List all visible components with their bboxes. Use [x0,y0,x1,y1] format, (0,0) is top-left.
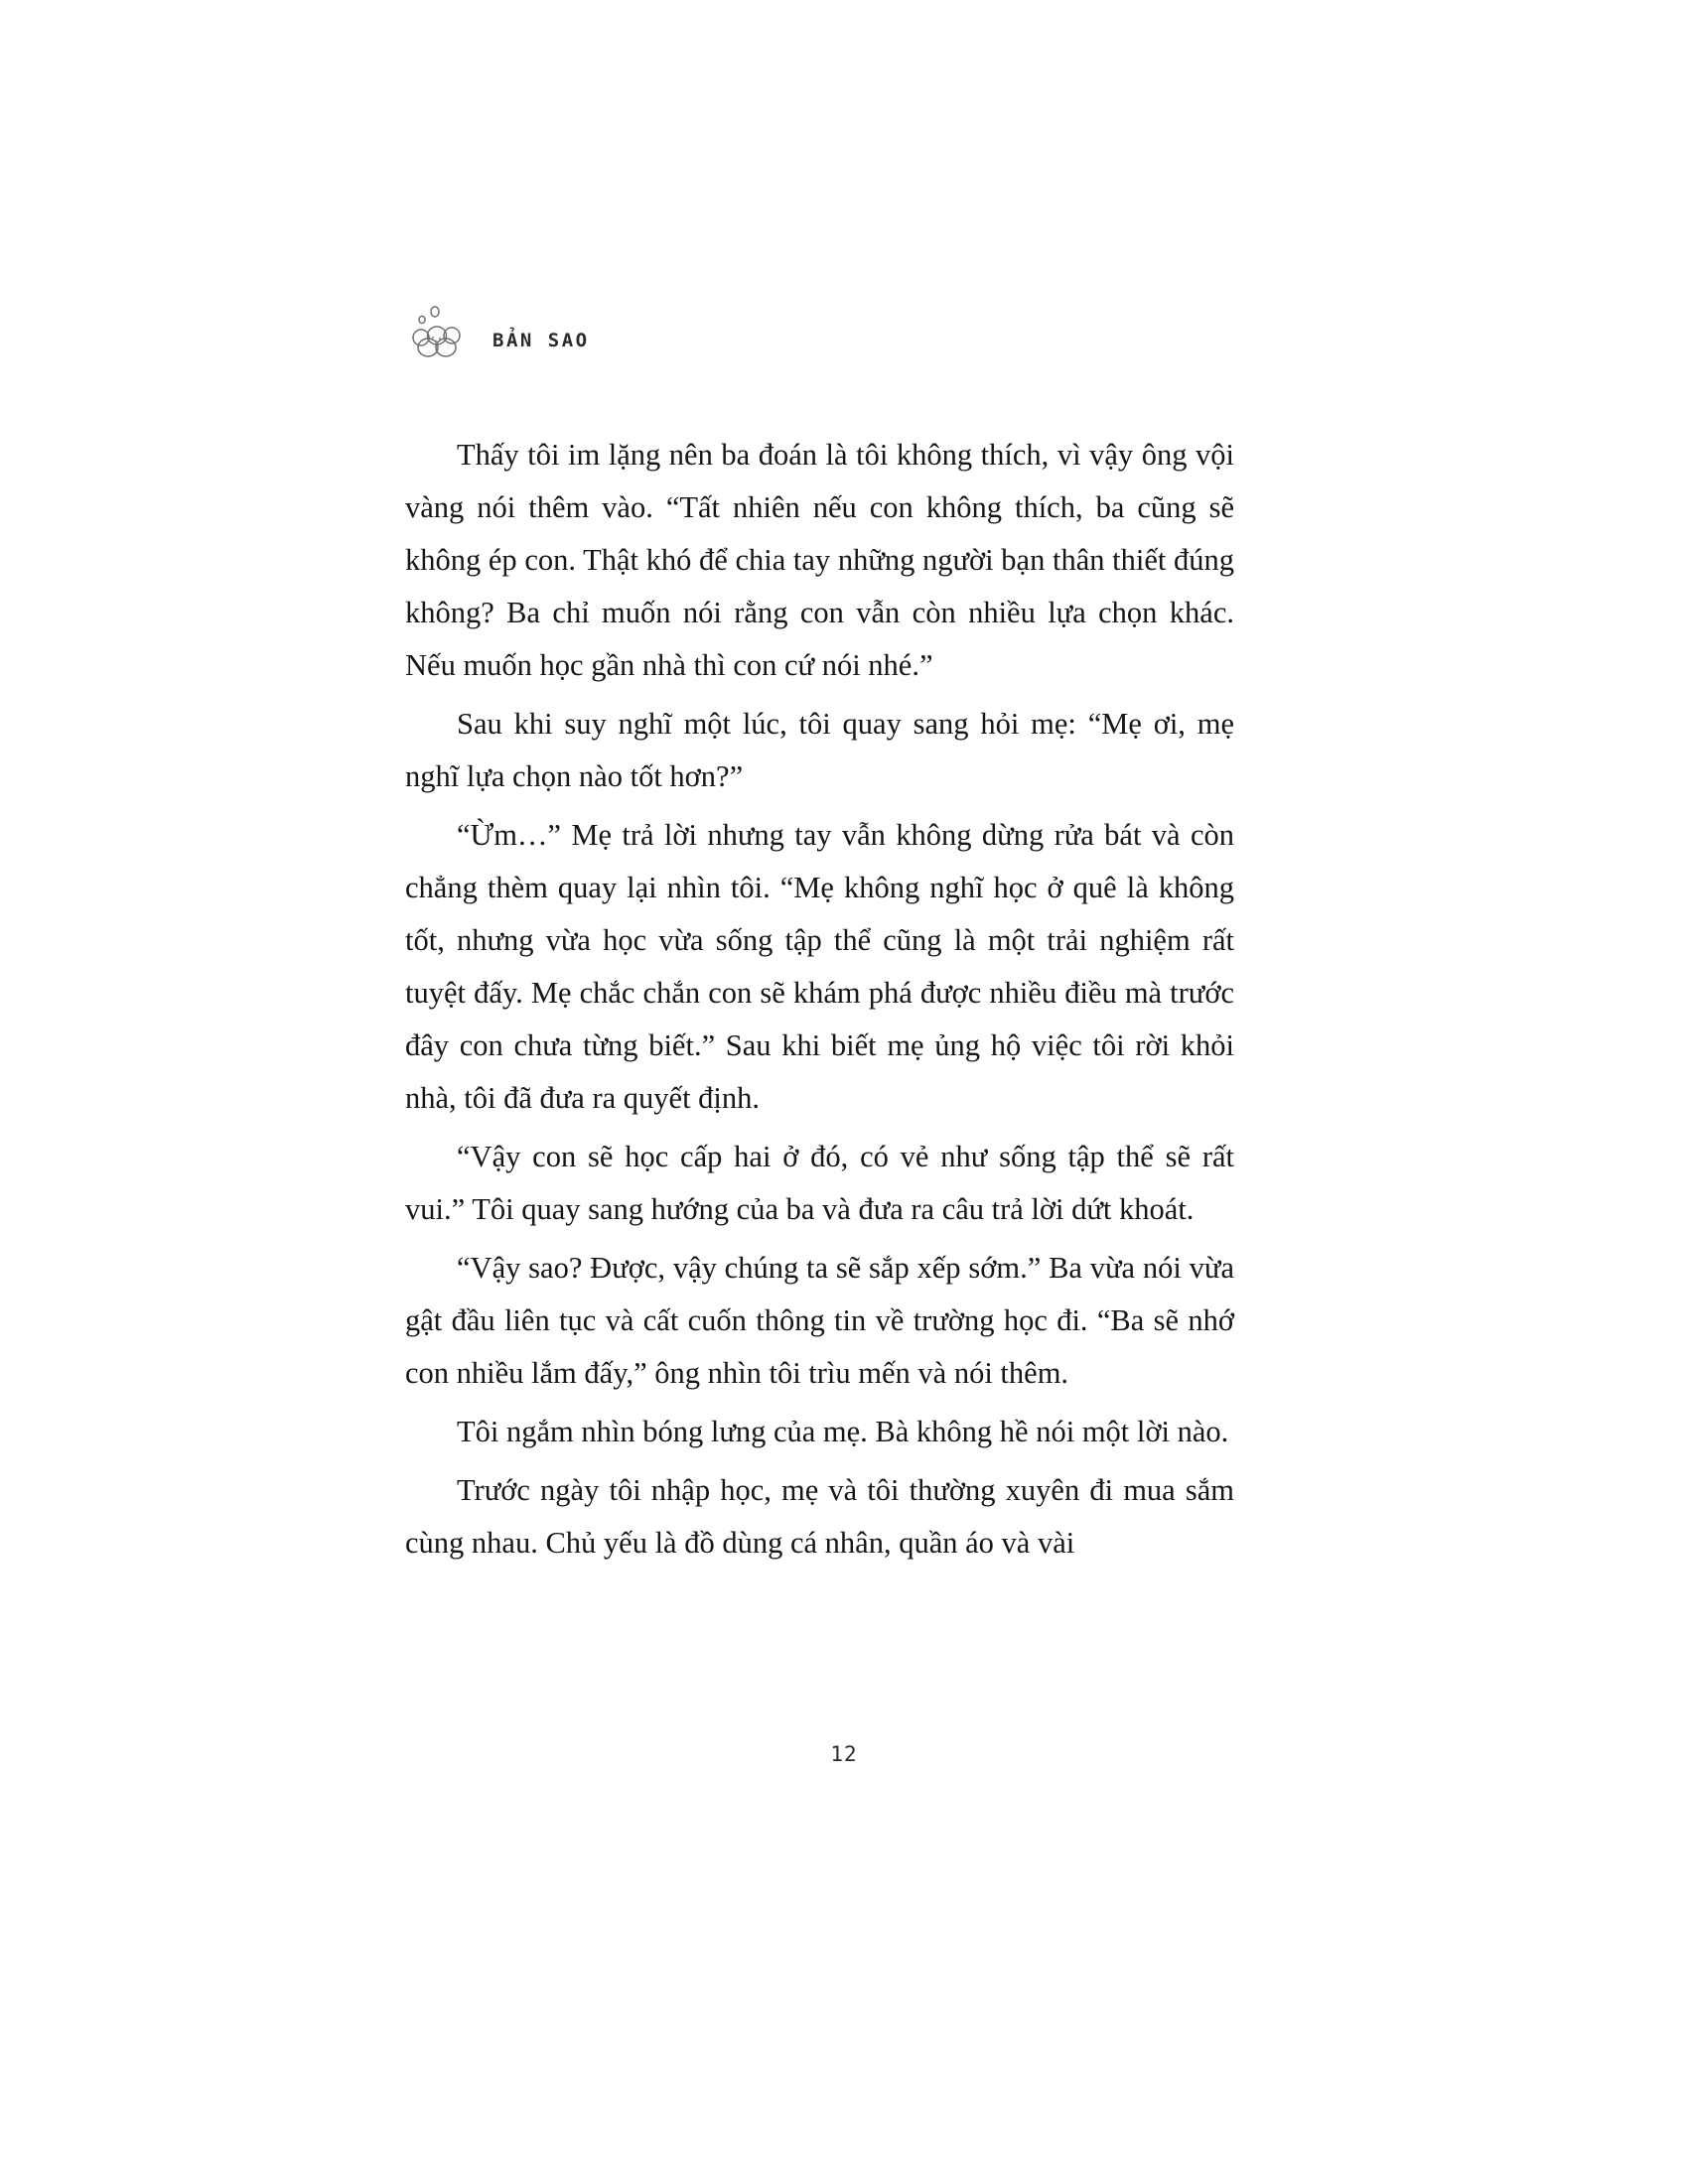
running-head-label: BẢN SAO [492,330,590,351]
cherry-blossom-icon [405,298,475,367]
paragraph: Sau khi suy nghĩ một lúc, tôi quay sang hỏi mẹ: “Mẹ ơi, mẹ nghĩ lựa chọn nào tốt hơn?” [405,707,1234,793]
paragraph: Thấy tôi im lặng nên ba đoán là tôi không thích, vì vậy ông vội vàng nói thêm vào. “Tất nhiên nếu con không thích, ba cũng sẽ không ép con. Thật khó để chia tay những người bạn thân thiết đúng không? Ba chỉ muốn nói rằng con vẫn còn nhiều lựa chọn khác. Nếu muốn học gần nhà thì con cứ nói nhé.” [405,438,1234,682]
page-number: 12 [830,1742,858,1766]
paragraph: “Ừm…” Mẹ trả lời nhưng tay vẫn không dừng rửa bát và còn chẳng thèm quay lại nhìn tôi. “Mẹ không nghĩ học ở quê là không tốt, nhưng vừa học vừa sống tập thể cũng là một trải nghiệm rất tuyệt đấy. Mẹ chắc chắn con sẽ khám phá được nhiều điều mà trước đây con chưa từng biết.” Sau khi biết mẹ ủng hộ việc tôi rời khỏi nhà, tôi đã đưa ra quyết định. [405,818,1234,1115]
paragraph: “Vậy con sẽ học cấp hai ở đó, có vẻ như sống tập thể sẽ rất vui.” Tôi quay sang hướng của ba và đưa ra câu trả lời dứt khoát. [405,1140,1234,1226]
body-text [405,429,1234,1570]
paragraph: “Vậy sao? Được, vậy chúng ta sẽ sắp xếp sớm.” Ba vừa nói vừa gật đầu liên tục và cất cuốn thông tin về trường học đi. “Ba sẽ nhớ con nhiều lắm đấy,” ông nhìn tôi trìu mến và nói thêm. [405,1251,1234,1390]
paragraph: Trước ngày tôi nhập học, mẹ và tôi thường xuyên đi mua sắm cùng nhau. Chủ yếu là đồ dùng cá nhân, quần áo và vài [405,1473,1234,1560]
paragraph: Tôi ngắm nhìn bóng lưng của mẹ. Bà không hề nói một lời nào. [457,1415,1229,1448]
running-head [405,298,590,367]
